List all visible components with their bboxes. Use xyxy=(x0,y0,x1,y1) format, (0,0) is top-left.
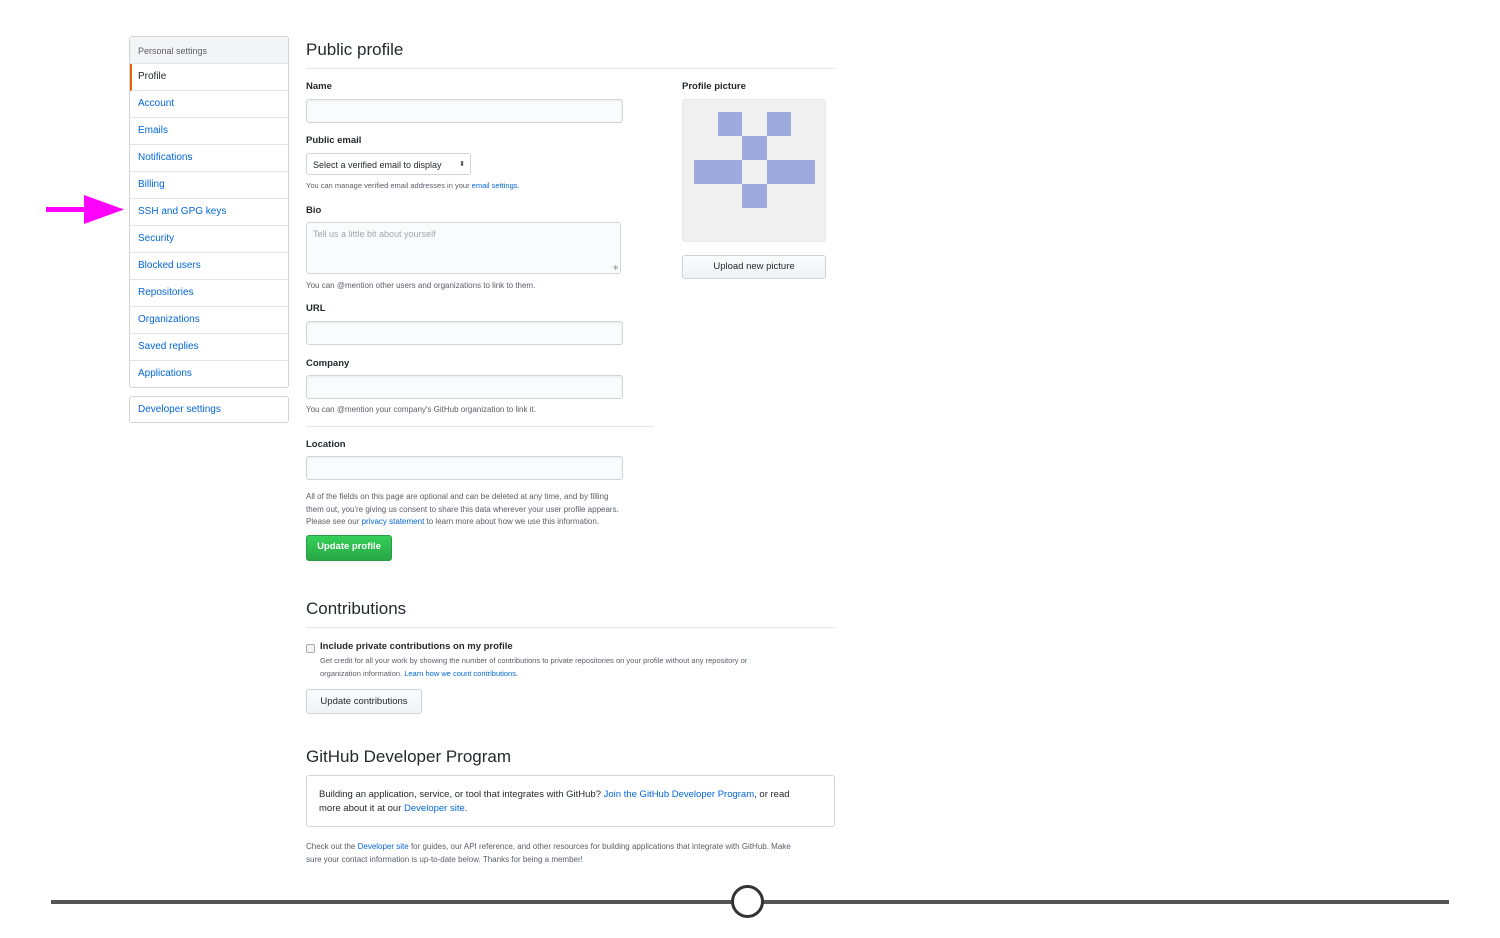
bio-placeholder: Tell us a little bit about yourself xyxy=(313,229,436,239)
contributions-description xyxy=(320,655,747,680)
avatar xyxy=(682,99,826,242)
developer-footer-note xyxy=(306,841,836,866)
developer-box-line-1 xyxy=(319,788,822,802)
url-input[interactable] xyxy=(306,321,623,345)
identicon-block xyxy=(694,160,742,184)
identicon-block xyxy=(742,136,767,160)
disclaimer-suffix: to learn more about how we use this information. xyxy=(424,517,600,526)
sidebar-item-billing[interactable]: Billing xyxy=(130,172,288,199)
pointer-arrow-icon xyxy=(46,195,126,225)
footer-prefix: Check out the xyxy=(306,842,358,851)
identicon-block xyxy=(718,112,742,136)
identicon-block xyxy=(767,112,791,136)
developer-box-line-2 xyxy=(319,802,822,816)
select-caret-icon: ⬍ xyxy=(459,161,465,168)
email-note-suffix: . xyxy=(517,181,520,190)
settings-sidebar xyxy=(129,36,289,388)
name-input[interactable] xyxy=(306,99,623,123)
sidebar-heading: Personal settings xyxy=(130,37,288,64)
email-settings-link[interactable]: email settings xyxy=(471,181,518,190)
location-input[interactable] xyxy=(306,456,623,480)
resize-handle-icon[interactable]: ∗ xyxy=(612,263,619,272)
email-note-text: You can manage verified email addresses in your xyxy=(306,181,472,190)
bio-label: Bio xyxy=(306,205,322,216)
url-label: URL xyxy=(306,303,326,314)
disclaimer-line-2: them out, you're giving us consent to share this data wherever your user profile appears. xyxy=(306,504,619,514)
update-profile-button[interactable]: Update profile xyxy=(306,535,392,561)
bio-note: You can @mention other users and organizations to link to them. xyxy=(306,281,536,290)
footer-suffix: for guides, our API reference, and other resources for building applications that integrate with GitHub. Make xyxy=(408,842,791,851)
developer-box-suffix: , or read xyxy=(754,789,790,800)
disclaimer-line-1: All of the fields on this page are optional and can be deleted at any time, and by filling xyxy=(306,492,609,501)
sidebar-item-organizations[interactable]: Organizations xyxy=(130,307,288,334)
location-label: Location xyxy=(306,439,346,450)
profile-disclaimer xyxy=(306,491,619,529)
contributions-title: Contributions xyxy=(306,588,835,628)
developer-program-box xyxy=(306,775,835,827)
sidebar-item-security[interactable]: Security xyxy=(130,226,288,253)
sidebar-item-applications[interactable]: Applications xyxy=(138,368,192,379)
section-divider xyxy=(306,426,654,427)
developer-box-suffix-2: . xyxy=(464,803,468,814)
contributions-desc-line-1: Get credit for all your work by showing the number of contributions to private repositories on your profile without any repository or xyxy=(320,656,748,665)
developer-settings-menu xyxy=(129,396,289,423)
name-label: Name xyxy=(306,81,332,92)
public-email-label: Public email xyxy=(306,135,362,146)
public-email-select[interactable] xyxy=(306,153,471,175)
sidebar-item-account[interactable]: Account xyxy=(130,91,288,118)
upload-picture-button[interactable]: Upload new picture xyxy=(682,255,826,279)
sidebar-item-saved-replies[interactable]: Saved replies xyxy=(130,334,288,361)
disclaimer-prefix: Please see our xyxy=(306,517,362,526)
join-developer-program-link[interactable]: Join the GitHub Developer Program xyxy=(603,789,755,800)
sidebar-item-profile[interactable]: Profile xyxy=(130,64,288,91)
privacy-statement-link[interactable]: privacy statement xyxy=(361,517,425,526)
learn-contributions-link[interactable]: Learn how we count contributions xyxy=(404,668,516,678)
identicon-block xyxy=(767,160,815,184)
developer-footer-line-1 xyxy=(306,841,836,854)
contributions-desc-line-2 xyxy=(320,668,747,681)
page-title: Public profile xyxy=(306,26,835,69)
developer-box-text: Building an application, service, or tool that integrates with GitHub? xyxy=(319,789,604,800)
disclaimer-line-3 xyxy=(306,516,619,529)
timeline-slider-handle[interactable] xyxy=(731,885,764,918)
private-contributions-label[interactable]: Include private contributions on my profile xyxy=(320,641,513,652)
profile-picture-label: Profile picture xyxy=(682,81,746,92)
developer-site-link[interactable]: Developer site xyxy=(404,803,465,814)
sidebar-item-notifications[interactable]: Notifications xyxy=(130,145,288,172)
sidebar-item-emails[interactable]: Emails xyxy=(130,118,288,145)
update-contributions-button[interactable]: Update contributions xyxy=(306,689,422,714)
company-note: You can @mention your company's GitHub organization to link it. xyxy=(306,405,536,414)
contributions-desc-prefix: organization information. xyxy=(320,668,405,678)
sidebar-item-blocked-users[interactable]: Blocked users xyxy=(130,253,288,280)
developer-footer-line-2: sure your contact information is up-to-date below. Thanks for being a member! xyxy=(306,854,583,864)
sidebar-item-developer-settings[interactable]: Developer settings xyxy=(138,404,221,415)
sidebar-item-repositories[interactable]: Repositories xyxy=(130,280,288,307)
footer-developer-site-link[interactable]: Developer site xyxy=(357,842,409,851)
company-input[interactable] xyxy=(306,375,623,399)
identicon-block xyxy=(742,184,767,208)
private-contributions-checkbox[interactable] xyxy=(306,644,315,653)
bio-textarea[interactable] xyxy=(306,222,621,274)
developer-program-title: GitHub Developer Program xyxy=(306,747,512,766)
developer-box-text-2: more about it at our xyxy=(319,803,405,814)
public-email-select-value: Select a verified email to display xyxy=(313,160,442,170)
company-label: Company xyxy=(306,358,350,369)
sidebar-item-ssh-gpg-keys[interactable]: SSH and GPG keys xyxy=(130,199,288,226)
email-note xyxy=(306,180,520,193)
contributions-desc-suffix: . xyxy=(515,668,519,678)
